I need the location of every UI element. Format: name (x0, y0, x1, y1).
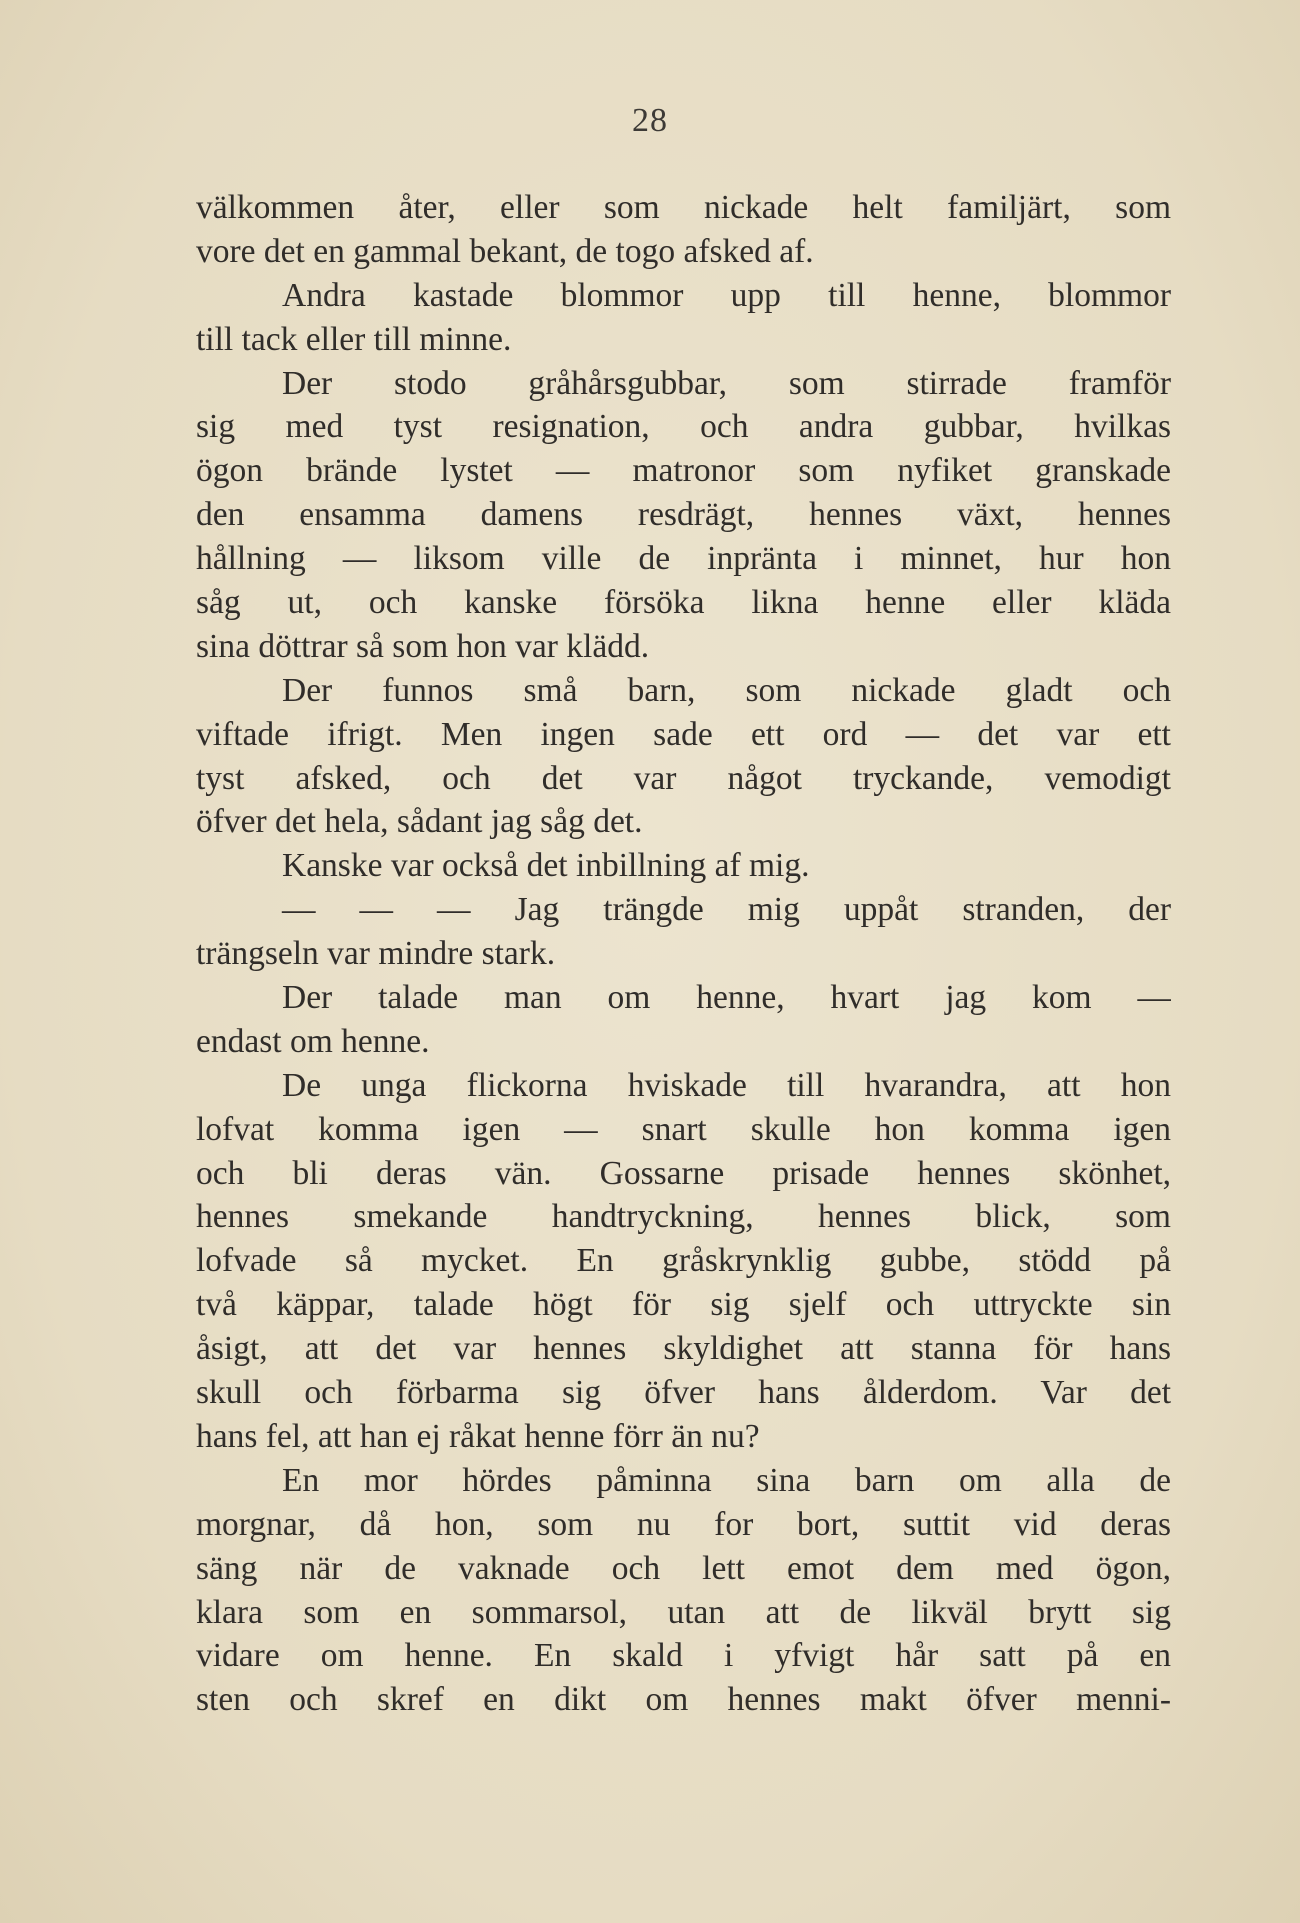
text-line: endast om henne. (196, 1022, 430, 1060)
text-line: De unga flickorna hviskade till hvarandra, att hon (282, 1066, 1171, 1104)
text-line: såg ut, och kanske försöka likna henne eller kläda (196, 584, 1171, 622)
paragraph (196, 1064, 1171, 1459)
text-line: sig med tyst resignation, och andra gubbar, hvilkas (196, 408, 1171, 446)
text-line: Der funnos små barn, som nickade gladt och (282, 671, 1171, 709)
text-line: morgnar, då hon, som nu for bort, suttit vid deras (196, 1505, 1171, 1543)
text-line: Kanske var också det inbillning af mig. (282, 847, 810, 885)
text-line: välkommen åter, eller som nickade helt familjärt, som (196, 189, 1171, 226)
text-line: sina döttrar så som hon var klädd. (196, 627, 650, 665)
text-line: viftade ifrigt. Men ingen sade ett ord — det var ett (196, 715, 1171, 753)
text-line: lofvade så mycket. En gråskrynklig gubbe, stödd på (196, 1242, 1171, 1280)
text-line: hållning — liksom ville de inpränta i minnet, hur hon (196, 540, 1171, 578)
text-line: Andra kastade blommor upp till henne, blommor (282, 276, 1171, 314)
text-line: klara som en sommarsol, utan att de likväl brytt sig (196, 1593, 1171, 1631)
text-line: trängseln var mindre stark. (196, 935, 556, 973)
text-line: Der stodo gråhårsgubbar, som stirrade framför (282, 364, 1171, 402)
text-line: och bli deras vän. Gossarne prisade hennes skönhet, (196, 1154, 1171, 1192)
text-line: lofvat komma igen — snart skulle hon komma igen (196, 1110, 1171, 1148)
paragraph (196, 844, 1171, 888)
text-line: En mor hördes påminna sina barn om alla de (282, 1461, 1171, 1499)
paragraph (196, 186, 1171, 274)
text-line: skull och förbarma sig öfver hans ålderdom. Var det (196, 1374, 1171, 1412)
paragraph (196, 274, 1171, 362)
text-line: tyst afsked, och det var något tryckande, vemodigt (196, 759, 1171, 797)
text-line: två käppar, talade högt för sig sjelf och uttryckte sin (196, 1286, 1171, 1324)
text-line: Der talade man om henne, hvart jag kom — (282, 979, 1171, 1017)
text-line: ögon brände lystet — matronor som nyfiket granskade (196, 452, 1171, 490)
page-number: 28 (632, 102, 668, 139)
paragraph (196, 669, 1171, 845)
text-line: säng när de vaknade och lett emot dem med ögon, (196, 1549, 1171, 1587)
paragraph (196, 1459, 1171, 1722)
text-line: sten och skref en dikt om hennes makt öfver menni- (196, 1681, 1171, 1719)
text-line: öfver det hela, sådant jag såg det. (196, 803, 643, 841)
text-line: vidare om henne. En skald i yfvigt hår satt på en (196, 1637, 1171, 1675)
text-line: åsigt, att det var hennes skyldighet att stanna för hans (196, 1330, 1171, 1368)
body-text (196, 186, 1171, 1722)
paragraph (196, 976, 1171, 1064)
text-line: hennes smekande handtryckning, hennes blick, som (196, 1198, 1171, 1236)
text-line: den ensamma damens resdrägt, hennes växt, hennes (196, 496, 1171, 534)
text-line: vore det en gammal bekant, de togo afsked af. (196, 232, 814, 270)
text-line: hans fel, att han ej råkat henne förr än nu? (196, 1417, 760, 1455)
paragraph (196, 362, 1171, 669)
text-line: till tack eller till minne. (196, 320, 512, 358)
text-line: — — — Jag trängde mig uppåt stranden, der (282, 891, 1171, 929)
paragraph (196, 888, 1171, 976)
